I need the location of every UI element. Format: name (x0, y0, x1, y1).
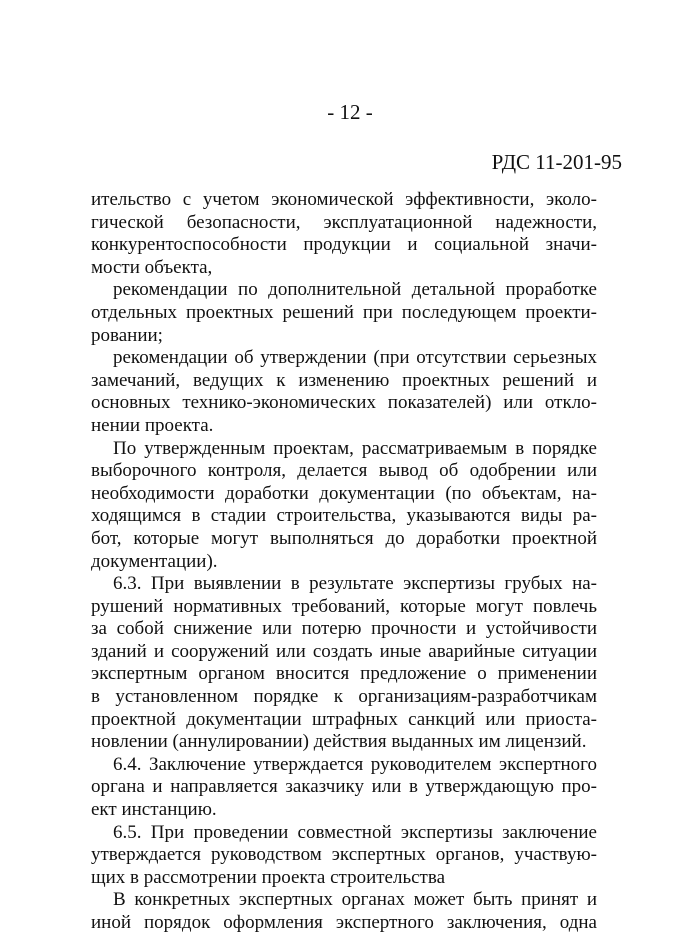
text-line: в установленном порядке к организациям-разработчикам (91, 686, 597, 708)
text-line: отдельных проектных решений при последующем проекти- (91, 301, 597, 323)
text-line: В конкретных экспертных органах может быть принят и (113, 889, 597, 911)
text-line: щих в рассмотрении проекта строительства (91, 866, 446, 888)
text-line: рекомендации по дополнительной детальной проработке (113, 279, 597, 301)
text-line: ровании; (91, 324, 163, 346)
text-line: проектной документации штрафных санкций или приоста- (91, 708, 597, 730)
text-line: гической безопасности, эксплуатационной надежности, (91, 211, 597, 233)
text-line: документации). (91, 550, 218, 572)
text-line: рушений нормативных требований, которые могут повлечь (91, 595, 597, 617)
body-text (91, 189, 597, 935)
text-line: ект инстанцию. (91, 799, 217, 821)
text-line: новлении (аннулировании) действия выданных им лицензий. (91, 731, 587, 753)
text-line: за собой снижение или потерю прочности и устойчивости (91, 618, 597, 640)
text-line: рекомендации об утверждении (при отсутствии серьезных (113, 347, 597, 369)
text-line: выборочного контроля, делается вывод об одобрении или (91, 460, 597, 482)
text-line: ительство с учетом экономической эффективности, эколо- (91, 189, 597, 210)
text-line: нении проекта. (91, 414, 214, 436)
text-line: иной порядок оформления экспертного заключения, одна (91, 912, 597, 933)
text-line: 6.5. При проведении совместной экспертизы заключение (113, 821, 597, 843)
text-line: замечаний, ведущих к изменению проектных решений и (91, 369, 597, 391)
text-line: мости объекта, (91, 256, 213, 278)
page-number: - 12 - (327, 100, 373, 124)
text-line: ходящимся в стадии строительства, указываются виды ра- (91, 505, 597, 527)
text-line: По утвержденным проектам, рассматриваемым в порядке (113, 437, 597, 459)
text-line: бот, которые могут выполняться до доработки проектной (91, 527, 597, 549)
text-line: основных технико-экономических показателей) или откло- (91, 392, 597, 414)
text-line: утверждается руководством экспертных органов, участвую- (91, 844, 597, 866)
text-line: экспертным органом вносится предложение о применении (91, 663, 597, 685)
text-line: конкурентоспособности продукции и социальной значи- (91, 234, 597, 256)
document-code: РДС 11-201-95 (491, 150, 622, 174)
text-line: 6.4. Заключение утверждается руководителем экспертного (113, 753, 597, 775)
text-line: 6.3. При выявлении в результате экспертизы грубых на- (113, 573, 597, 595)
text-line: необходимости доработки документации (по объектам, на- (91, 482, 597, 504)
text-line: органа и направляется заказчику или в утверждающую про- (91, 776, 597, 798)
text-line: зданий и сооружений или создать иные аварийные ситуации (91, 640, 597, 662)
